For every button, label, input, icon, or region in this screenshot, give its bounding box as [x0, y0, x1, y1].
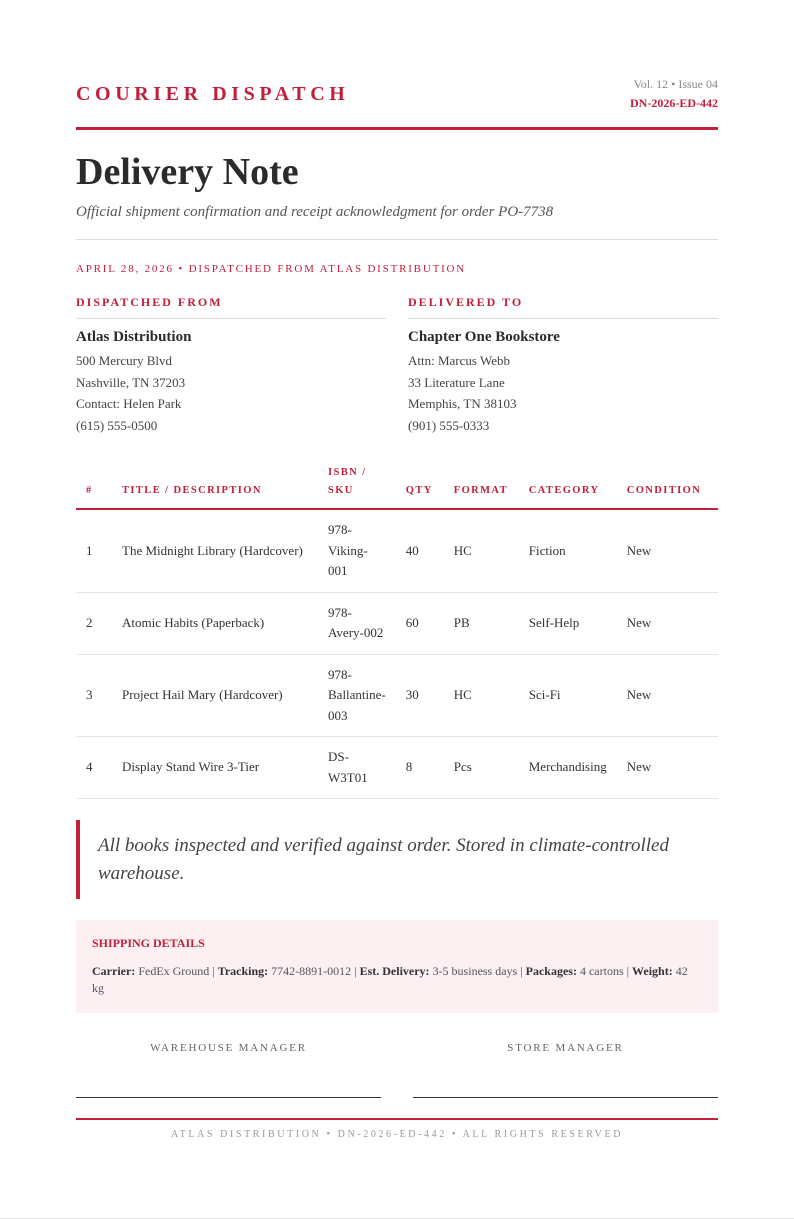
shipping-details-box [76, 920, 718, 1013]
brand-name: COURIER DISPATCH [76, 83, 350, 105]
cell-category: Sci-Fi [519, 654, 617, 737]
inspection-note-text: All books inspected and verified against order. Stored in climate-controlled warehouse. [98, 835, 669, 884]
sender-name: Atlas Distribution [76, 329, 192, 345]
dispatched-from-heading: DISPATCHED FROM [76, 295, 386, 319]
sender-phone: (615) 555-0500 [76, 417, 158, 433]
table-row [76, 509, 718, 592]
weight-label: Weight: [632, 964, 673, 978]
carrier-label: Carrier: [92, 964, 136, 978]
cell-category: Fiction [519, 509, 617, 592]
shipping-details-heading: SHIPPING DETAILS [92, 936, 205, 950]
signature-line [76, 1097, 381, 1098]
recipient-phone: (901) 555-0333 [408, 417, 490, 433]
cell-format: HC [444, 654, 519, 737]
inspection-note [76, 820, 696, 899]
cell-isbn: 978-Viking-001 [318, 509, 396, 592]
table-row [76, 592, 718, 654]
recipient-name: Chapter One Bookstore [408, 329, 560, 345]
delivery-value: 3-5 business days [432, 964, 518, 978]
col-header-format: FORMAT [444, 462, 519, 509]
header-divider [76, 127, 718, 130]
issue-label: Vol. 12 • Issue 04 [633, 77, 718, 91]
cell-category: Merchandising [519, 737, 617, 799]
cell-condition: New [617, 654, 718, 737]
title-divider [76, 239, 718, 240]
cell-format: PB [444, 592, 519, 654]
dispatched-from-block [76, 295, 386, 436]
col-header-title: TITLE / DESCRIPTION [112, 462, 318, 509]
cell-condition: New [617, 509, 718, 592]
cell-qty: 40 [396, 509, 444, 592]
tracking-label: Tracking: [217, 964, 269, 978]
store-manager-signature [413, 1042, 718, 1098]
cell-number: 4 [76, 737, 112, 799]
cell-format: Pcs [444, 737, 519, 799]
cell-isbn: 978-Ballantine-003 [318, 654, 396, 737]
cell-title: Project Hail Mary (Hardcover) [112, 654, 318, 737]
masthead [76, 74, 718, 128]
tracking-value: 7742-8891-0012 [271, 964, 352, 978]
table-header-row [76, 462, 718, 509]
recipient-attn: Attn: Marcus Webb [408, 353, 510, 368]
packages-value: 4 cartons [579, 964, 624, 978]
delivered-to-block [408, 295, 718, 436]
recipient-address-line: 33 Literature Lane [408, 374, 505, 390]
dateline: APRIL 28, 2026 • DISPATCHED FROM ATLAS DISTRIBUTION [76, 263, 467, 275]
cell-qty: 60 [396, 592, 444, 654]
col-header-number: # [76, 462, 112, 509]
items-table [76, 462, 718, 799]
cell-format: HC [444, 509, 519, 592]
sender-contact: Contact: Helen Park [76, 396, 182, 411]
footer-divider [76, 1118, 718, 1120]
cell-qty: 8 [396, 737, 444, 799]
page-subtitle: Official shipment confirmation and receipt acknowledgment for order PO-7738 [76, 204, 554, 220]
col-header-condition: CONDITION [617, 462, 718, 509]
warehouse-manager-signature [76, 1042, 381, 1098]
footer-text: ATLAS DISTRIBUTION • DN-2026-ED-442 • ALL RIGHTS RESERVED [170, 1129, 624, 1140]
cell-number: 2 [76, 592, 112, 654]
store-manager-label: STORE MANAGER [507, 1042, 624, 1054]
col-header-qty: QTY [396, 462, 444, 509]
cell-number: 1 [76, 509, 112, 592]
warehouse-manager-label: WAREHOUSE MANAGER [150, 1042, 307, 1054]
cell-category: Self-Help [519, 592, 617, 654]
table-row [76, 654, 718, 737]
delivered-to-heading: DELIVERED TO [408, 295, 718, 319]
sender-city-line: Nashville, TN 37203 [76, 374, 186, 390]
cell-title: Display Stand Wire 3-Tier [112, 737, 318, 799]
table-row [76, 737, 718, 799]
shipping-details-text: Carrier: FedEx Ground | Tracking: 7742-8891-0012 | Est. Delivery: 3-5 business days | Packages: 4 cartons | Weight: 42 kg [92, 964, 688, 995]
cell-isbn: DS-W3T01 [318, 737, 396, 799]
cell-condition: New [617, 592, 718, 654]
cell-condition: New [617, 737, 718, 799]
document-number: DN-2026-ED-442 [630, 96, 718, 110]
signature-line [413, 1097, 718, 1098]
cell-isbn: 978-Avery-002 [318, 592, 396, 654]
sender-address-line: 500 Mercury Blvd [76, 353, 173, 368]
recipient-city-line: Memphis, TN 38103 [408, 396, 517, 411]
col-header-category: CATEGORY [519, 462, 617, 509]
cell-number: 3 [76, 654, 112, 737]
col-header-isbn: ISBN / SKU [318, 462, 396, 509]
cell-title: Atomic Habits (Paperback) [112, 592, 318, 654]
cell-title: The Midnight Library (Hardcover) [112, 509, 318, 592]
cell-qty: 30 [396, 654, 444, 737]
weight-value: 42 kg [92, 964, 688, 995]
packages-label: Packages: [525, 964, 577, 978]
delivery-label: Est. Delivery: [359, 964, 430, 978]
carrier-value: FedEx Ground [138, 964, 210, 978]
page-title: Delivery Note [76, 151, 299, 193]
